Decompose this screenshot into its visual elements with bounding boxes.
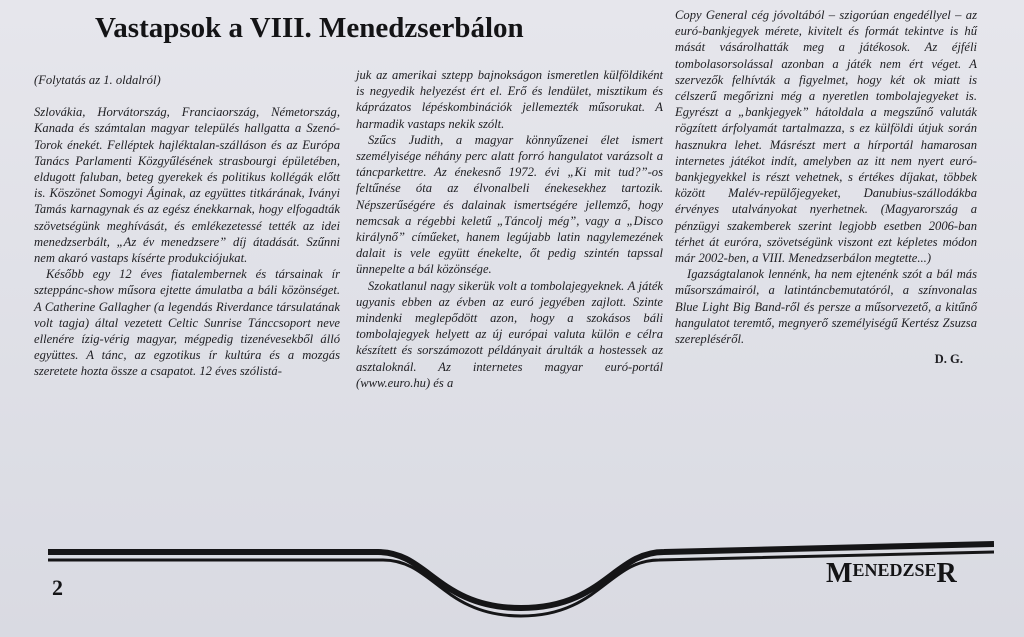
- paragraph: Szokatlanul nagy sikerük volt a tombolajegyeknek. A játék ugyanis ebben az évben az euró jegyében zajlott. Szinte mindenki meglepődött azon, hogy a szokásos báli tombolajegyek helyett az új európai valuta külön e célra készített és sorszámozott példányait árulták a hostessek az asztaloknál. Az internetes magyar euró-portál (www.euro.hu) és a: [356, 278, 663, 390]
- article-column-1: [34, 72, 340, 380]
- author-initials: D. G.: [934, 352, 963, 367]
- paragraph: Igazságtalanok lennénk, ha nem ejtenénk szót a bál más műsorszámairól, a latintáncbemutatóról, a színvonalas Blue Light Big Band-ről és persze a műsorvezető, a kitűnő hangulatot teremtő, megnyerő személyiségű Kertész Zsuzsa szerepléséről.: [675, 267, 977, 347]
- paragraph: Szűcs Judith, a magyar könnyűzenei élet ismert személyisége néhány perc alatt forró hangulatot varázsolt a táncparkettre. Az énekesnő 1972. évi „Ki mit tud?”-os feltűnése óta az élvonalbeli énekesekhez tartozik. Népszerűségére és dalainak ismertségére jellemző, hogy nemcsak a régebbi keletű „Táncolj még”, vagy a „Disco királynő” címűeket, hanem legújabb latin nagylemezének dalait is vele együtt énekelte, őt pedig szintén tapssal ünnepelte a bál közönsége.: [356, 132, 663, 277]
- paragraph: Szlovákia, Horvátország, Franciaország, Németország, Kanada és számtalan magyar település hallgatta a Szenó-Torok énekét. Felléptek hajléktalan-szálláson és az Európa Tanács Parlamenti Közgyűlésének strasbourgi épületében, eldugott faluban, beteg gyerekek és politikus kollégák előtt is. Köszönet Somogyi Áginak, az együttes titkárának, Iványi Tamás karnagynak és az egész énekkarnak, hogy elfogadták szövetségünk meghívását, és emlékezetessé tették az idei menedzserbált, „Az év menedzsere” díj átadását. Szűnni nem akaró vastaps kísérte produkciójukat.: [34, 105, 340, 266]
- logo-middle: ENEDZSE: [852, 560, 937, 580]
- article-column-3: [675, 7, 977, 367]
- logo-letter-r: R: [936, 558, 957, 589]
- paragraph: Copy General cég jóvoltából – szigorúan engedéllyel – az euró-bankjegyek mérete, kivitelt és formát tekintve is hű mását vásárolhatták meg a játékosok. Az éjféli tombolasorsolással azonban a játék nem ért véget. A szervezők felhívták a figyelmet, hogy két ok miatt is célszerű megőrizni még a nyeretlen tombolajegyeket is. Egyrészt a „bankjegyek” hátoldala a megszűnő valuták rögzített árfolyamát tartalmazza, s ez külföldi útjuk során hasznukra lehet. Másrészt mert a hírportál hamarosan internetes játékot indít, amelyben az itt nem nyert euró-bankjegyekkel is részt vehetnek, s értékes díjakat, többek között Malév-repülőjegyeket, Danubius-szállodákba érvényes utalványokat nyerhetnek. (Magyarország a pénzügyi szakemberek szerint legjobb esetben 2006-ban térhet át euróra, szövetségünk viszont ezt képletes módon már 2002-ben, a VIII. Menedzserbálon megtette...): [675, 8, 977, 266]
- logo-letter-m: M: [826, 558, 853, 589]
- article-title: Vastapsok a VIII. Menedzserbálon: [95, 12, 524, 44]
- article-column-2: [356, 67, 663, 391]
- page-number: 2: [52, 575, 63, 600]
- paragraph: Később egy 12 éves fiatalembernek és társainak ír szteppánc-show műsora ejtette ámulatba a báli közönséget. A Catherine Gallagher (a legendás Riverdance társulatának volt tagja) által vezetett Celtic Sunrise Tánccsoport neve ellenére ízig-vérig magyar, mégpedig tizenévesekből álló együttes. A tánc, az egzotikus ír kultúra és a mozgás szeretete hozta össze a csapatot. 12 éves szólistá-: [34, 267, 340, 379]
- continued-note: (Folytatás az 1. oldalról): [34, 73, 161, 87]
- magazine-logo: [826, 558, 957, 590]
- paragraph: juk az amerikai sztepp bajnokságon ismeretlen külföldiként is negyedik helyezést ért el. Erő és lendület, misztikum és káprázatos lépéskombinációk jellemezték műsorukat. A harmadik vastaps nekik szólt.: [356, 68, 663, 131]
